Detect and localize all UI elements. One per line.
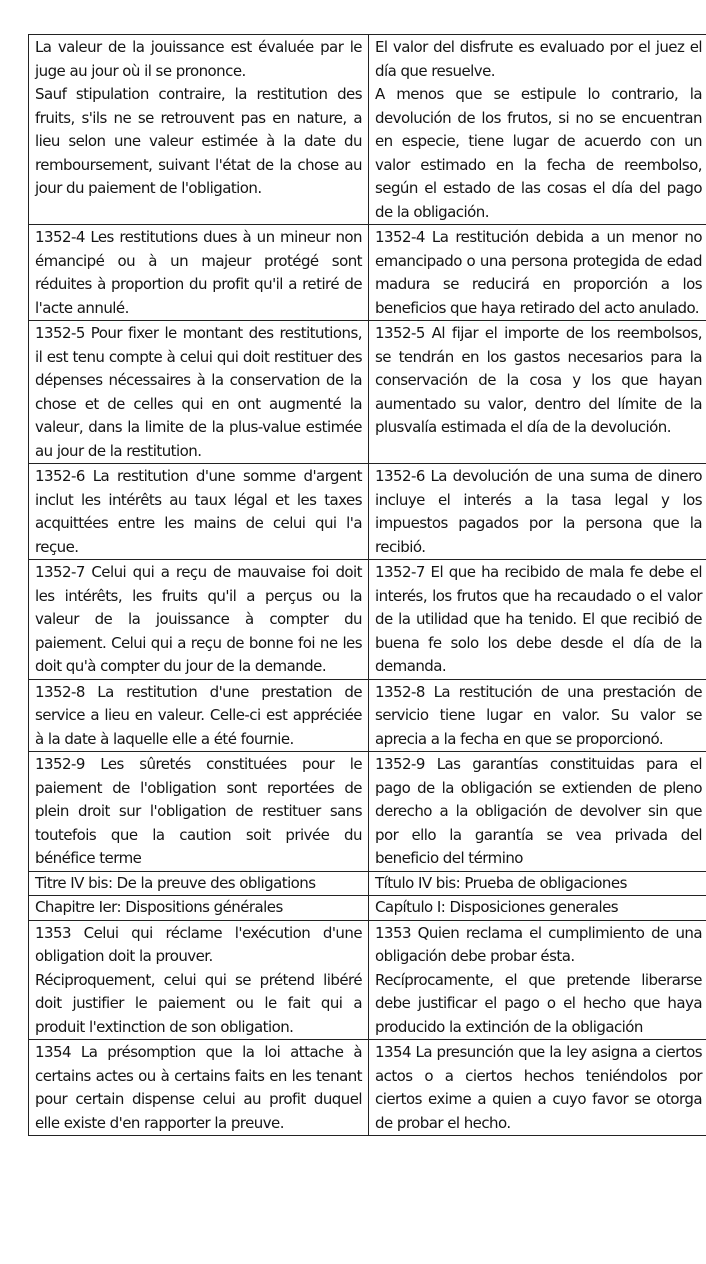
french-paragraph: 1352-9 Les sûretés constituées pour le paiement de l'obligation sont reportées de plein droit sur l'obligation de restituer sans toutefois que la caution soit privée du bénéfice terme (35, 755, 362, 867)
table-row (29, 560, 706, 680)
spanish-paragraph: A menos que se estipule lo contrario, la devolución de los frutos, si no se encuentran en especie, tiene lugar de acuerdo con un valor estimado en la fecha de reembolso, según el estado de las cosas el día del pago de la obligación. (375, 85, 702, 221)
spanish-paragraph: 1353 Quien reclama el cumplimiento de una obligación debe probar ésta. (375, 923, 702, 965)
french-paragraph: Sauf stipulation contraire, la restitution des fruits, s'ils ne se retrouvent pas en nature, a lieu selon une valeur estimée à la date du remboursement, suivant l'état de la chose au jour du paiement de l'obligation. (35, 85, 362, 197)
spanish-paragraph: Recíprocamente, el que pretende liberarse debe justificar el pago o el hecho que haya producido la extinción de la obligación (375, 970, 702, 1036)
table-row (29, 1040, 706, 1136)
spanish-heading: Título IV bis: Prueba de obligaciones (375, 873, 627, 892)
french-cell (29, 1040, 369, 1136)
french-cell (29, 871, 369, 896)
table-row (29, 321, 706, 464)
french-cell (29, 464, 369, 560)
spanish-paragraph: 1354 La presunción que la ley asigna a ciertos actos o a ciertos hechos teniéndolos por ciertos exime a quien a cuyo favor se otorga de probar el hecho. (375, 1043, 702, 1132)
french-cell (29, 321, 369, 464)
spanish-cell (369, 560, 706, 680)
spanish-cell (369, 1040, 706, 1136)
french-paragraph: 1353 Celui qui réclame l'exécution d'une obligation doit la prouver. (35, 923, 362, 965)
spanish-cell (369, 752, 706, 872)
spanish-paragraph: 1352-4 La restitución debida a un menor no emancipado o una persona protegida de edad madura se reducirá en proporción a los beneficios que haya retirado del acto anulado. (375, 228, 702, 317)
table-row (29, 752, 706, 872)
spanish-paragraph: 1352-7 El que ha recibido de mala fe debe el interés, los frutos que ha recaudado o el valor de la utilidad que ha tenido. El que recibió de buena fe solo los debe desde el día de la demanda. (375, 563, 702, 675)
french-paragraph: 1354 La présomption que la loi attache à certains actes ou à certains faits en les tenant pour certain dispense celui au profit duquel elle existe d'en rapporter la preuve. (35, 1043, 362, 1132)
spanish-cell (369, 225, 706, 321)
spanish-cell (369, 679, 706, 752)
french-paragraph: La valeur de la jouissance est évaluée par le juge au jour où il se prononce. (35, 38, 362, 80)
french-heading: Chapitre Ier: Dispositions générales (35, 898, 283, 916)
spanish-cell (369, 321, 706, 464)
table-row (29, 225, 706, 321)
french-paragraph: 1352-8 La restitution d'une prestation de service a lieu en valeur. Celle-ci est appréciée à la date à laquelle elle a été fournie. (35, 682, 362, 748)
spanish-cell (369, 871, 706, 896)
spanish-paragraph: 1352-9 Las garantías constituidas para el pago de la obligación se extienden de pleno derecho a la obligación de devolver sin que por ello la garantía se vea privada del beneficio del término (375, 755, 702, 867)
spanish-cell (369, 920, 706, 1040)
french-paragraph: 1352-7 Celui qui a reçu de mauvaise foi doit les intérêts, les fruits qu'il a perçus ou la valeur de la jouissance à compter du paiement. Celui qui a reçu de bonne foi ne les doit qu'à compter du jour de la demande. (35, 563, 362, 675)
french-paragraph: Réciproquement, celui qui se prétend libéré doit justifier le paiement ou le fait qui a produit l'extinction de son obligation. (35, 970, 362, 1036)
spanish-cell (369, 464, 706, 560)
spanish-paragraph: 1352-6 La devolución de una suma de dinero incluye el interés a la tasa legal y los impuestos pagados por la persona que la recibió. (375, 467, 702, 556)
french-cell (29, 896, 369, 921)
french-cell (29, 679, 369, 752)
table-row (29, 679, 706, 752)
spanish-paragraph: El valor del disfrute es evaluado por el juez el día que resuelve. (375, 38, 702, 80)
table-row (29, 35, 706, 225)
french-cell (29, 225, 369, 321)
spanish-paragraph: 1352-5 Al fijar el importe de los reembolsos, se tendrán en los gastos necesarios para la conservación de la cosa y los que hayan aumentado su valor, dentro del límite de la plusvalía estimada el día de la devolución. (375, 324, 702, 436)
french-cell (29, 560, 369, 680)
table-row (29, 464, 706, 560)
bilingual-table (28, 34, 706, 1136)
table-row-title (29, 871, 706, 896)
french-cell (29, 752, 369, 872)
spanish-cell (369, 35, 706, 225)
spanish-heading: Capítulo I: Disposiciones generales (375, 898, 619, 916)
french-cell (29, 920, 369, 1040)
spanish-paragraph: 1352-8 La restitución de una prestación de servicio tiene lugar en valor. Su valor se aprecia a la fecha en que se proporcionó. (375, 682, 702, 748)
french-cell (29, 35, 369, 225)
french-paragraph: 1352-4 Les restitutions dues à un mineur non émancipé ou à un majeur protégé sont réduites à proportion du profit qu'il a retiré de l'acte annulé. (35, 228, 362, 317)
table-row (29, 920, 706, 1040)
french-paragraph: 1352-6 La restitution d'une somme d'argent inclut les intérêts au taux légal et les taxes acquittées entre les mains de celui qui l'a reçue. (35, 467, 362, 556)
table-row-chapter (29, 896, 706, 921)
french-paragraph: 1352-5 Pour fixer le montant des restitutions, il est tenu compte à celui qui doit restituer des dépenses nécessaires à la conservation de la chose et de celles qui en ont augmenté la valeur, dans la limite de la plus-value estimée au jour de la restitution. (35, 324, 362, 460)
french-heading: Titre IV bis: De la preuve des obligations (35, 873, 316, 892)
document-page (28, 34, 702, 1136)
spanish-cell (369, 896, 706, 921)
